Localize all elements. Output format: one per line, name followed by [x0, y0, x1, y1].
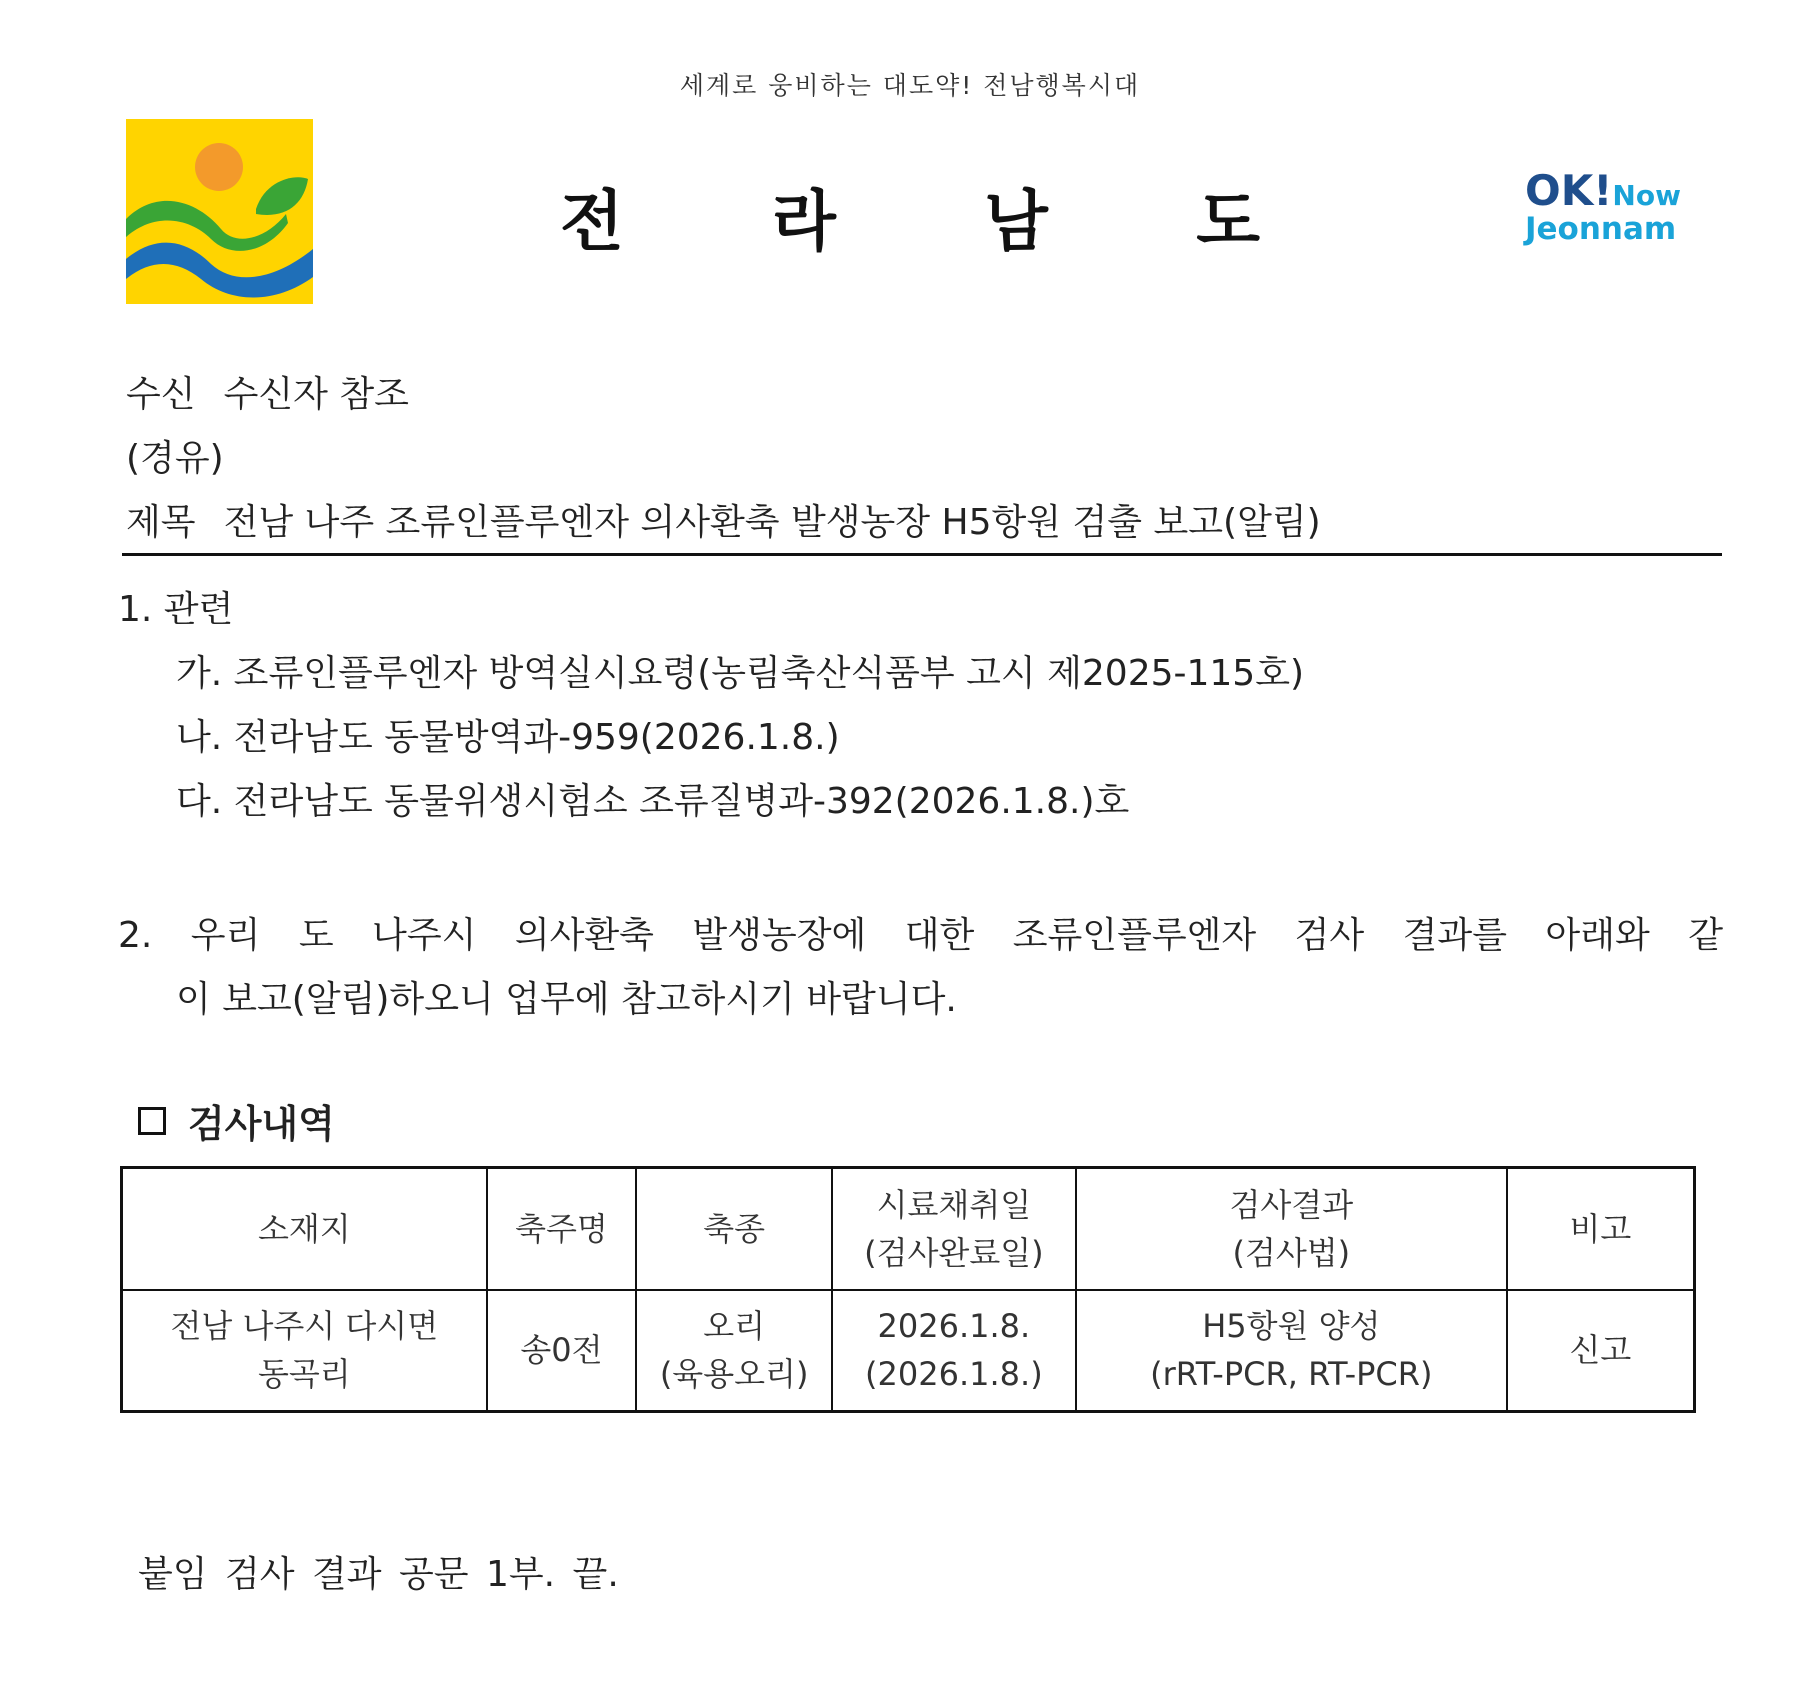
logo-now-text: Now	[1612, 179, 1681, 212]
table-header-row	[122, 1168, 1695, 1290]
inspection-section-label: 검사내역	[188, 1102, 335, 1146]
inspection-section-title	[138, 1093, 335, 1148]
logo-region-text: Jeonnam	[1525, 211, 1677, 247]
slogan: 세계로 웅비하는 대도약! 전남행복시대	[679, 71, 1141, 100]
cell-sampling-date: 2026.1.8. (2026.1.8.)	[832, 1290, 1076, 1412]
recipient-line	[126, 366, 409, 417]
subject-value: 전남 나주 조류인플루엔자 의사환축 발생농장 H5항원 검출 보고(알림)	[223, 502, 1321, 543]
column-header-remarks: 비고	[1507, 1168, 1695, 1290]
section2-line2: 이 보고(알림)하오니 업무에 참고하시기 바랍니다.	[176, 979, 957, 1020]
organization-name	[560, 168, 1260, 263]
column-header-result: 검사결과 (검사법)	[1076, 1168, 1507, 1290]
header-divider	[122, 553, 1722, 556]
checkbox-icon	[138, 1107, 166, 1135]
jeonnam-emblem-logo	[126, 119, 313, 304]
org-name-char: 남	[984, 183, 1048, 260]
cell-remarks: 신고	[1507, 1290, 1695, 1412]
column-header-location: 소재지	[122, 1168, 487, 1290]
org-name-char: 전	[560, 183, 624, 260]
org-name-char: 도	[1196, 183, 1260, 260]
subject-line	[126, 494, 1321, 545]
subject-label: 제목	[126, 502, 196, 543]
via-line: (경유)	[126, 438, 224, 479]
section1-title: 1. 관련	[118, 589, 234, 630]
org-name-char: 라	[772, 183, 836, 260]
ok-now-jeonnam-logo	[1525, 166, 1725, 247]
table-row	[122, 1290, 1695, 1412]
section2-line1: 2. 우리 도 나주시 의사환축 발생농장에 대한 조류인플루엔자 검사 결과를 아래와 같	[118, 915, 1723, 956]
cell-species: 오리 (육용오리)	[636, 1290, 832, 1412]
logo-ok-text: OK!	[1525, 166, 1613, 215]
reference-item: 나. 전라남도 동물방역과-959(2026.1.8.)	[176, 717, 840, 758]
attachment-note: 붙임 검사 결과 공문 1부. 끝.	[138, 1554, 619, 1595]
cell-owner: 송0전	[487, 1290, 637, 1412]
cell-result: H5항원 양성 (rRT-PCR, RT-PCR)	[1076, 1290, 1507, 1412]
column-header-sampling-date: 시료채취일 (검사완료일)	[832, 1168, 1076, 1290]
recipient-label: 수신	[126, 374, 196, 415]
column-header-owner: 축주명	[487, 1168, 637, 1290]
recipient-value: 수신자 참조	[223, 374, 409, 415]
cell-location: 전남 나주시 다시면 동곡리	[122, 1290, 487, 1412]
reference-item: 다. 전라남도 동물위생시험소 조류질병과-392(2026.1.8.)호	[176, 781, 1130, 822]
reference-item: 가. 조류인플루엔자 방역실시요령(농림축산식품부 고시 제2025-115호)	[176, 653, 1305, 694]
inspection-table	[120, 1166, 1696, 1413]
column-header-species: 축종	[636, 1168, 832, 1290]
